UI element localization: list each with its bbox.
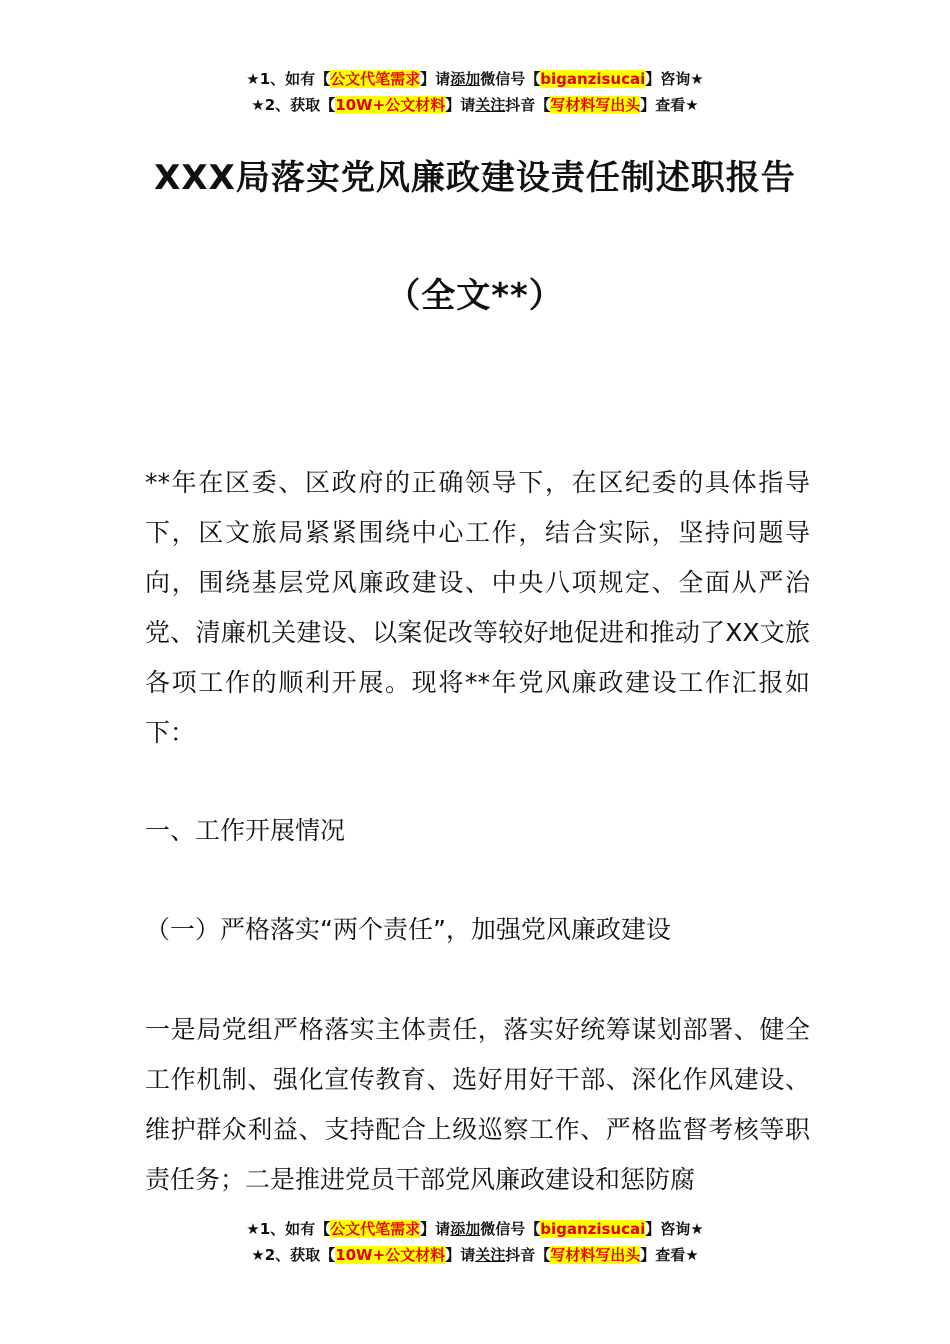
promo-wechat-id: biganzisucai — [540, 70, 646, 88]
promo-text: 】咨询★ — [645, 70, 704, 88]
promo-highlight: 10W+公文材料 — [335, 1246, 446, 1264]
promo-text: 】请 — [420, 1220, 451, 1238]
promo-douyin-id: 写材料写出头 — [550, 96, 641, 114]
promo-text: 微信号【 — [480, 70, 541, 88]
promo-highlight: 公文代笔需求 — [330, 70, 421, 88]
promo-text: 】查看★ — [640, 96, 699, 114]
promo-douyin-id: 写材料写出头 — [550, 1246, 641, 1264]
promo-text: 】请 — [445, 96, 476, 114]
document-subtitle: （全文**） — [386, 276, 564, 316]
promo-line-1 — [0, 66, 950, 92]
document-title: XXX局落实党风廉政建设责任制述职报告 — [154, 158, 796, 198]
promo-line-2 — [0, 92, 950, 118]
promo-line-1 — [0, 1216, 950, 1242]
promo-text: 抖音【 — [505, 1246, 551, 1264]
intro-paragraph: **年在区委、区政府的正确领导下，在区纪委的具体指导下，区文旅局紧紧围绕中心工作，结合实际，坚持问题导向，围绕基层党风廉政建设、中央八项规定、全面从严治党、清廉机关建设、以案促改等较好地促进和推动了XX文旅各项工作的顺利开展。现将**年党风廉政建设工作汇报如下： — [145, 468, 810, 747]
footer-promo-banner — [0, 1216, 950, 1268]
promo-underlined: 关注 — [475, 1246, 506, 1264]
promo-highlight: 公文代笔需求 — [330, 1220, 421, 1238]
promo-line-2 — [0, 1242, 950, 1268]
header-promo-banner — [0, 66, 950, 118]
promo-underlined: 添加 — [450, 70, 481, 88]
body-paragraph: 一是局党组严格落实主体责任，落实好统筹谋划部署、健全工作机制、强化宣传教育、选好用好干部、深化作风建设、维护群众利益、支持配合上级巡察工作、严格监督考核等职责任务；二是推进党员干部党风廉政建设和惩防腐 — [145, 1015, 810, 1194]
promo-text: ★1、如有【 — [246, 1220, 331, 1238]
promo-underlined: 关注 — [475, 96, 506, 114]
promo-text: 】咨询★ — [645, 1220, 704, 1238]
promo-text: ★2、获取【 — [251, 96, 336, 114]
promo-text: 】请 — [420, 70, 451, 88]
promo-text: 】请 — [445, 1246, 476, 1264]
promo-text: 】查看★ — [640, 1246, 699, 1264]
promo-underlined: 添加 — [450, 1220, 481, 1238]
section-heading: 一、工作开展情况 — [145, 816, 346, 845]
promo-text: 微信号【 — [480, 1220, 541, 1238]
subsection-heading: （一）严格落实“两个责任”，加强党风廉政建设 — [145, 915, 671, 944]
promo-text: ★2、获取【 — [251, 1246, 336, 1264]
promo-highlight: 10W+公文材料 — [335, 96, 446, 114]
promo-text: ★1、如有【 — [246, 70, 331, 88]
promo-wechat-id: biganzisucai — [540, 1220, 646, 1238]
promo-text: 抖音【 — [505, 96, 551, 114]
